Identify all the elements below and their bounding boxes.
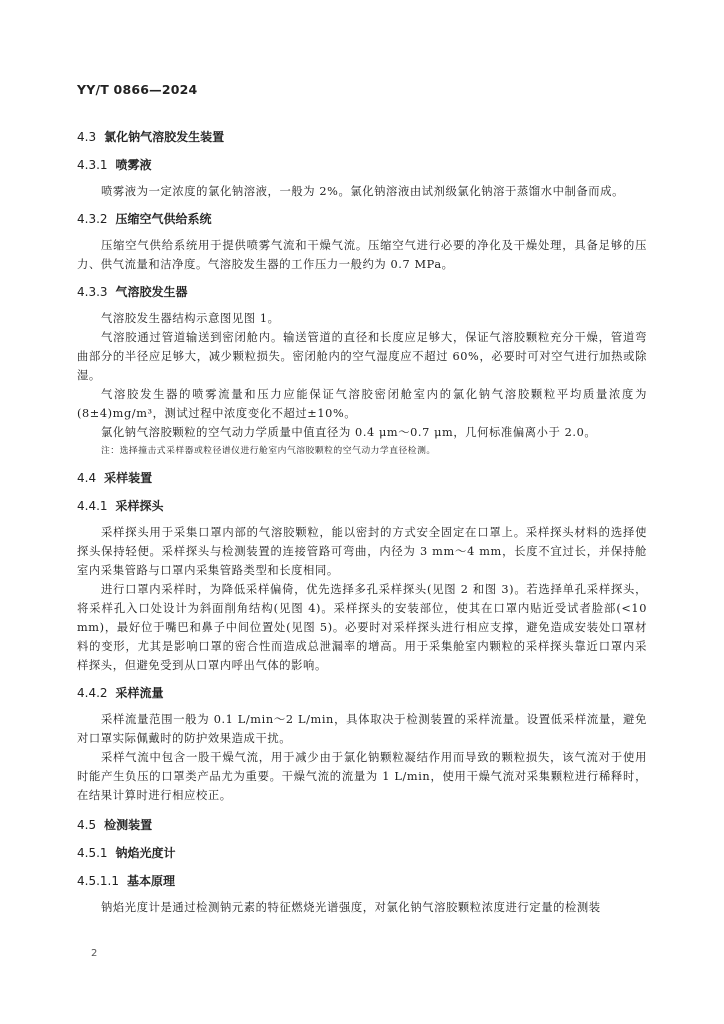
heading-4-3-1 (77, 157, 647, 173)
paragraph-sampling-probe: 采样探头用于采集口罩内部的气溶胶颗粒，能以密封的方式安全固定在口罩上。采样探头材料的选择使探头保持轻便。采样探头与检测装置的连接管路可弯曲，内径为 3 mm～4 mm，长度不宜过长，并保持舱室内采集管路与口罩内采集管路类型和长度相同。 (77, 526, 647, 577)
paragraph-spray-liquid: 喷雾液为一定浓度的氯化钠溶液，一般为 2%。氯化钠溶液由试剂级氯化钠溶于蒸馏水中制备而成。 (101, 185, 624, 198)
heading-number: 4.3 (77, 130, 97, 144)
heading-title: 钠焰光度计 (115, 846, 176, 860)
heading-number: 4.5.1 (77, 846, 108, 860)
paragraph-dry-airflow: 采样气流中包含一股干燥气流，用于减少由于氯化钠颗粒凝结作用而导致的颗粒损失，该气流对于使用时能产生负压的口罩类产品尤为重要。干燥气流的流量为 1 L/min，使用干燥气流对采集颗粒进行稀释时，在结果计算时进行相应校正。 (77, 751, 647, 802)
heading-number: 4.4 (77, 471, 97, 485)
heading-number: 4.3.3 (77, 285, 108, 299)
document-body (77, 120, 647, 917)
heading-4-4-2 (77, 685, 647, 701)
heading-4-5 (77, 817, 647, 833)
heading-4-3 (77, 129, 647, 145)
heading-number: 4.5 (77, 818, 97, 832)
paragraph-flame-photometer-principle: 钠焰光度计是通过检测钠元素的特征燃烧光谱强度，对氯化钠气溶胶颗粒浓度进行定量的检测装 (101, 901, 601, 914)
heading-title: 氯化钠气溶胶发生装置 (104, 130, 225, 144)
heading-number: 4.4.1 (77, 499, 108, 513)
heading-number: 4.5.1.1 (77, 874, 119, 888)
paragraph-generator-figure-ref: 气溶胶发生器结构示意图见图 1。 (101, 312, 280, 325)
paragraph-probe-placement: 进行口罩内采样时，为降低采样偏倚，优先选择多孔采样探头(见图 2 和图 3)。若选择单孔采样探头，将采样孔入口处设计为斜面削角结构(见图 4)。采样探头的安装部位，使其在口罩内贴近受试者脸部(<10 mm)，最好位于嘴巴和鼻子中间位置处(见图 5)。必要时对采样探头进行相应支撑，避免造成安装处口罩材料的变形，尤其是影响口罩的密合性而造成总泄漏率的增高。用于采集舱室内颗粒的采样探头靠近口罩内采样探头，但避免受到从口罩内呼出气体的影响。 (77, 583, 647, 672)
heading-4-4 (77, 470, 647, 486)
heading-4-4-1 (77, 498, 647, 514)
heading-number: 4.3.1 (77, 158, 108, 172)
heading-number: 4.3.2 (77, 212, 108, 226)
heading-title: 采样流量 (115, 686, 164, 700)
heading-title: 采样装置 (104, 471, 153, 485)
heading-title: 采样探头 (115, 499, 164, 513)
heading-4-5-1 (77, 845, 647, 861)
paragraph-compressed-air: 压缩空气供给系统用于提供喷雾气流和干燥气流。压缩空气进行必要的净化及干燥处理，具备足够的压力、供气流量和洁净度。气溶胶发生器的工作压力一般约为 0.7 MPa。 (77, 239, 647, 271)
standard-code: YY/T 0866—2024 (77, 82, 198, 97)
page-number: 2 (91, 948, 98, 959)
paragraph-sampling-flow-range: 采样流量范围一般为 0.1 L/min～2 L/min，具体取决于检测装置的采样流量。设置低采样流量，避免对口罩实际佩戴时的防护效果造成干扰。 (77, 713, 647, 745)
heading-title: 压缩空气供给系统 (115, 212, 212, 226)
heading-title: 检测装置 (104, 818, 153, 832)
paragraph-aerosol-delivery: 气溶胶通过管道输送到密闭舱内。输送管道的直径和长度应足够大，保证气溶胶颗粒充分干燥，管道弯曲部分的半径应足够大，减少颗粒损失。密闭舱内的空气湿度应不超过 60%，必要时可对空气进行加热或除湿。 (77, 331, 647, 382)
note-impactor: 注：选择撞击式采样器或粒径谱仪进行舱室内气溶胶颗粒的空气动力学直径检测。 (101, 446, 436, 456)
heading-4-5-1-1 (77, 873, 647, 889)
heading-number: 4.4.2 (77, 686, 108, 700)
heading-title: 喷雾液 (115, 158, 152, 172)
paragraph-particle-diameter: 氯化钠气溶胶颗粒的空气动力学质量中值直径为 0.4 μm～0.7 μm，几何标准偏离小于 2.0。 (101, 426, 597, 439)
paragraph-spray-concentration: 气溶胶发生器的喷雾流量和压力应能保证气溶胶密闭舱室内的氯化钠气溶胶颗粒平均质量浓度为(8±4)mg/m³，测试过程中浓度变化不超过±10%。 (77, 388, 647, 420)
heading-4-3-3 (77, 284, 647, 300)
heading-title: 基本原理 (126, 874, 175, 888)
heading-title: 气溶胶发生器 (115, 285, 188, 299)
heading-4-3-2 (77, 211, 647, 227)
